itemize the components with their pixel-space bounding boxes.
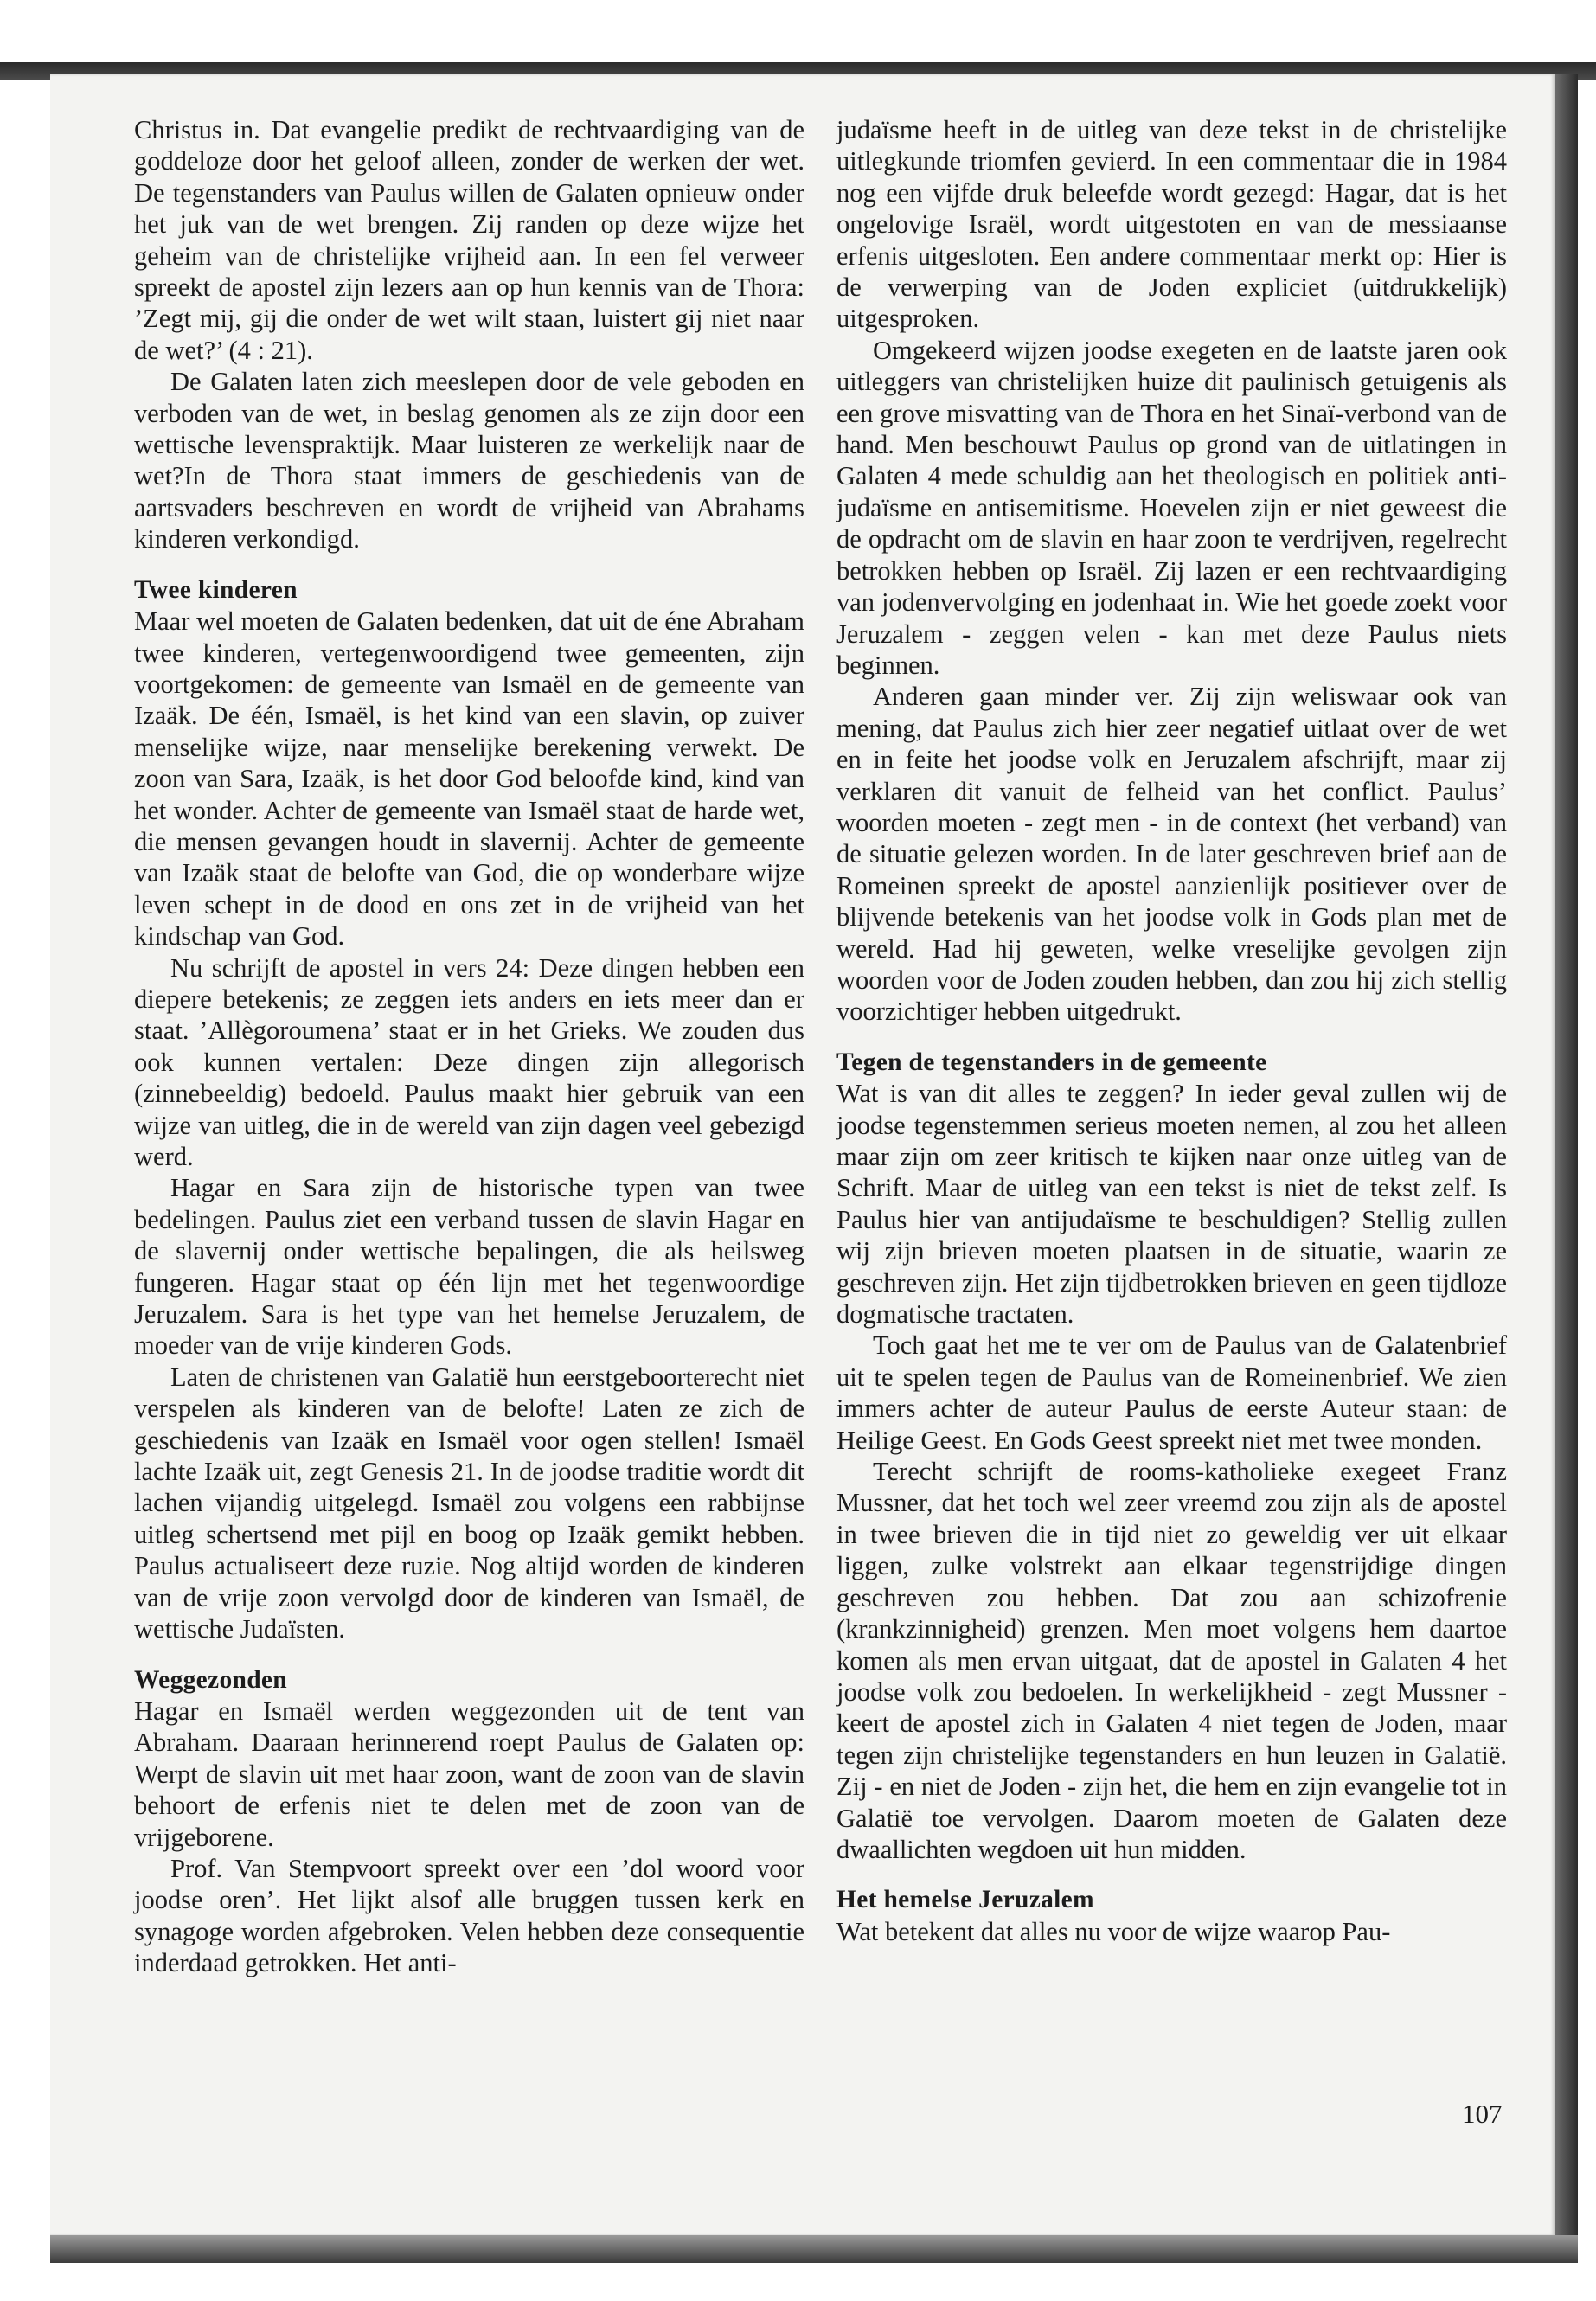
paragraph: Hagar en Ismaël werden weggezonden uit de tent van Abraham. Daaraan herinnerend roept Paulus de Galaten op: Werpt de slavin uit met haar zoon, want de zoon van de slavin behoort de erfenis niet te delen met de zoon van de vrijgeborene. xyxy=(134,1695,804,1852)
book-spine-edge xyxy=(1555,74,1578,2235)
section-heading: Tegen de tegenstanders in de gemeente xyxy=(836,1048,1267,1076)
page-number: 107 xyxy=(1462,2099,1503,2129)
paragraph: Wat betekent dat alles nu voor de wijze waarop Pau- xyxy=(836,1916,1391,1946)
paragraph: Terecht schrijft de rooms-katholieke exegeet Franz Mussner, dat het toch wel zeer vreemd zou zijn als de apostel in twee brieven die in tijd niet zo geweldig ver uit elkaar liggen, zulke volstrekt aan elkaar tegenstrijdige dingen geschreven zou hebben. Dat zou aan schizofrenie (krankzinnigheid) grenzen. Men moet volgens hem daartoe komen als men ervan uitgaat, dat de apostel in Galaten 4 het joodse volk zou bedoelen. In werkelijkheid - zegt Mussner - keert de apostel zich in Galaten 4 niet tegen de Joden, maar tegen zijn christelijke tegenstanders en hun leuzen in Galatië. Zij - en niet de Joden - zijn het, die hem en zijn evangelie tot in Galatië toe vervolgen. Daarom moeten de Galaten deze dwaallichten wegdoen uit hun midden. xyxy=(836,1457,1507,1864)
paragraph: Nu schrijft de apostel in vers 24: Deze dingen hebben een diepere betekenis; ze zeggen iets anders en iets meer dan er staat. ’Allègoroumena’ staat er in het Grieks. We zouden dus ook kunnen vertalen: Deze dingen zijn allegorisch (zinnebeeldig) bedoeld. Paulus maakt hier gebruik van een wijze van uitleg, die in de wereld van zijn dagen veel gebezigd werd. xyxy=(134,952,804,1171)
paragraph: judaïsme heeft in de uitleg van deze tekst in de christelijke uitlegkunde triomfen gevierd. In een commentaar die in 1984 nog een vijfde druk beleefde wordt gezegd: Hagar, dat is het ongelovige Israël, wordt uitgestoten en van de messiaanse erfenis uitgesloten. Een andere commentaar merkt op: Hier is de verwerping van de Joden expliciet (uitdrukkelijk) uitgesproken. xyxy=(836,115,1507,334)
paragraph: Wat is van dit alles te zeggen? In ieder geval zullen wij de joodse tegenstemmen serieus moeten nemen, al zou het alleen maar zijn om zeer kritisch te kijken naar onze uitleg van de Schrift. Maar de uitleg van een tekst is niet de tekst zelf. Is Paulus hier van antijudaïsme te beschuldigen? Stellig zullen wij zijn brieven moeten plaatsen in de situatie, waarin ze geschreven zijn. Het zijn tijdbetrokken brieven en geen tijdloze dogmatische tractaten. xyxy=(836,1079,1507,1330)
paragraph: Laten de christenen van Galatië hun eerstgeboorterecht niet verspelen als kinderen van de belofte! Laten ze zich de geschiedenis van Izaäk en Ismaël voor ogen stellen! Ismaël lachte Izaäk uit, zegt Genesis 21. In de joodse traditie wordt dit lachen vijandig uitgelegd. Ismaël zou volgens een rabbijnse uitleg schertsend met pijl en boog op Izaäk gemikt hebben. Paulus actualiseert deze ruzie. Nog altijd worden de kinderen van de vrije zoon vervolgd door de kinderen van Ismaël, de wettische Judaïsten. xyxy=(134,1362,804,1644)
paragraph: Christus in. Dat evangelie predikt de rechtvaardiging van de goddeloze door het geloof alleen, zonder de werken der wet. De tegenstanders van Paulus willen de Galaten opnieuw onder het juk van de wet brengen. Zij randen op deze wijze het geheim van de christelijke vrijheid aan. In een fel verweer spreekt de apostel zijn lezers aan op hun kennis van de Thora: ’Zegt mij, gij die onder de wet wilt staan, luistert gij niet naar de wet?’ (4 : 21). xyxy=(134,115,804,365)
section-heading: Weggezonden xyxy=(134,1665,288,1694)
paragraph: Hagar en Sara zijn de historische typen van twee bedelingen. Paulus ziet een verband tussen de slavin Hagar en de slavernij onder wettische bepalingen, die als heilsweg fungeren. Hagar staat op één lijn met het tegenwoordige Jeruzalem. Sara is het type van het hemelse Jeruzalem, de moeder van de vrije kinderen Gods. xyxy=(134,1173,804,1361)
paragraph: De Galaten laten zich meeslepen door de vele geboden en verboden van de wet, in beslag genomen als ze zijn door een wettische levenspraktijk. Maar luisteren ze werkelijk naar de wet?In de Thora staat immers de geschiedenis van de aartsvaders beschreven en wordt de vrijheid van Abrahams kinderen verkondigd. xyxy=(134,367,804,554)
section-heading: Het hemelse Jeruzalem xyxy=(836,1886,1094,1914)
right-text-column xyxy=(836,114,1507,1947)
paragraph: Maar wel moeten de Galaten bedenken, dat uit de éne Abraham twee kinderen, vertegenwoordigend twee gemeenten, zijn voortgekomen: de gemeente van Ismaël en de gemeente van Izaäk. De één, Ismaël, is het kind van een slavin, op zuiver menselijke wijze, naar menselijke berekening verwekt. De zoon van Sara, Izaäk, is het door God beloofde kind, kind van het wonder. Achter de gemeente van Ismaël staat de harde wet, die mensen gevangen houdt in slavernij. Achter de gemeente van Izaäk staat de belofte van God, die op wonderbare wijze leven schept in de dood en ons zet in de vrijheid van het kindschap van God. xyxy=(134,606,804,952)
section-heading: Twee kinderen xyxy=(134,575,298,604)
paragraph: Anderen gaan minder ver. Zij zijn weliswaar ook van mening, dat Paulus zich hier zeer negatief uitlaat over de wet en in feite het joodse volk en Jeruzalem afschrijft, maar zij verklaren dit vanuit de felheid van het conflict. Paulus’ woorden moeten - zegt men - in de context (het verband) van de situatie gelezen worden. In de later geschreven brief aan de Romeinen spreekt de apostel aanzienlijk positiever over de blijvende betekenis van het joodse volk in Gods plan met de wereld. Had hij geweten, welke vreselijke gevolgen zijn woorden voor de Joden zouden hebben, dan zou hij zich stellig voorzichtiger hebben uitgedrukt. xyxy=(836,682,1507,1027)
paragraph: Omgekeerd wijzen joodse exegeten en de laatste jaren ook uitleggers van christelijken huize dit paulinisch getuigenis als een grove misvatting van de Thora en het Sinaï-verbond van de hand. Men beschouwt Paulus op grond van de uitlatingen in Galaten 4 mede schuldig aan het theologisch en politiek anti-judaïsme en antisemitisme. Hoevelen zijn er niet geweest die de opdracht om de slavin en haar zoon te verdrijven, regelrecht betrokken hebben op Israël. Zij lazen er een rechtvaardiging van jodenvervolging en jodenhaat in. Wie het goede zoekt voor Jeruzalem - zeggen velen - kan met deze Paulus niets beginnen. xyxy=(836,335,1507,680)
paragraph: Toch gaat het me te ver om de Paulus van de Galatenbrief uit te spelen tegen de Paulus van de Romeinenbrief. We zien immers achter de auteur Paulus de eerste Auteur staan: de Heilige Geest. En Gods Geest spreekt niet met twee monden. xyxy=(836,1330,1507,1455)
book-bottom-edge xyxy=(50,2235,1578,2263)
left-text-column xyxy=(134,114,804,1979)
paragraph: Prof. Van Stempvoort spreekt over een ’dol woord voor joodse oren’. Het lijkt alsof alle bruggen tussen kerk en synagoge worden afgebroken. Velen hebben deze consequentie inderdaad getrokken. Het anti- xyxy=(134,1853,804,1978)
